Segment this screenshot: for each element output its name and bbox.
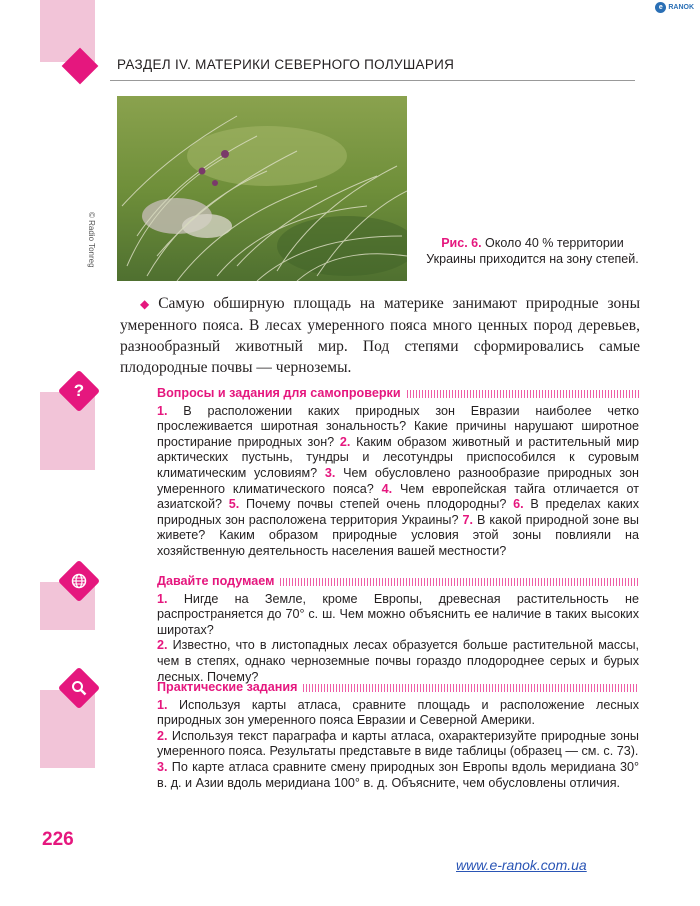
question-text: В какой природной зоне вы живете? Каким образом природные условия этой зоны повлияли на хозяйственную деятельность населения вашей местности? bbox=[157, 512, 639, 558]
question-mark-icon: ? bbox=[73, 381, 85, 400]
think-section bbox=[157, 574, 639, 685]
steppe-grass-photo bbox=[117, 96, 407, 281]
globe-icon bbox=[64, 566, 94, 596]
question-number: 7. bbox=[462, 512, 473, 527]
caption-text: Около 40 % территории Украины приходится на зону степей. bbox=[426, 236, 639, 266]
magnifier-icon bbox=[64, 673, 94, 703]
question-number: 4. bbox=[381, 481, 393, 496]
header-divider bbox=[110, 80, 635, 81]
item-text: Нигде на Земле, кроме Европы, древесная растительность не распространяется до 70° с. ш. Чем можно объяснить ее наличие в таких высоких широтах? bbox=[157, 591, 639, 637]
item-number: 2. bbox=[157, 728, 168, 743]
questions-title: Вопросы и задания для самопроверки bbox=[157, 386, 401, 400]
website-link[interactable]: www.e-ranok.com.ua bbox=[456, 857, 587, 873]
item-text: Используя карты атласа, сравните площадь и расположение лесных природных зон умеренного пояса Евразии и Северной Америки. bbox=[157, 697, 639, 728]
item-number: 2. bbox=[157, 638, 168, 653]
main-paragraph-text: Самую обширную площадь на материке занимают природные зоны умеренного пояса. В лесах умеренного пояса много ценных пород деревьев, разнообразный животный мир. Под степями сформировались самые плодородные почвы — черноземы. bbox=[120, 295, 640, 376]
practical-heading bbox=[157, 680, 639, 696]
item-text: Используя текст параграфа и карты атласа, охарактеризуйте природные зоны умеренного пояса. Результаты представьте в виде таблицы (образец — см. с. 73). bbox=[157, 728, 639, 759]
think-heading bbox=[157, 574, 639, 590]
questions-section bbox=[157, 386, 639, 560]
main-paragraph bbox=[120, 293, 640, 378]
practical-item bbox=[157, 729, 639, 760]
question-number: 3. bbox=[324, 465, 336, 480]
caption-label: Рис. 6. bbox=[441, 236, 482, 250]
section-header: РАЗДЕЛ IV. МАТЕРИКИ СЕВЕРНОГО ПОЛУШАРИЯ bbox=[117, 57, 455, 72]
item-number: 3. bbox=[157, 759, 168, 774]
question-text: Чем обусловлено разнообразие природных зон умеренного климатического пояса? bbox=[157, 465, 639, 496]
margin-block-top bbox=[40, 0, 95, 62]
practical-item bbox=[157, 760, 639, 791]
publisher-logo bbox=[655, 2, 694, 13]
think-item bbox=[157, 592, 639, 639]
think-title: Давайте подумаем bbox=[157, 574, 275, 588]
item-text: По карте атласа сравните смену природных зон Европы вдоль меридиана 30° в. д. и Азии вдоль меридиана 100° в. д. Объясните, чем обусловлены отличия. bbox=[157, 759, 639, 790]
item-number: 1. bbox=[157, 697, 168, 712]
questions-heading bbox=[157, 386, 639, 402]
heading-dotted-rule bbox=[407, 390, 639, 398]
question-text: Почему почвы степей очень плодородны? bbox=[239, 497, 514, 512]
question-number: 2. bbox=[339, 434, 351, 449]
question-text: В пределах каких природных зон расположена территория Украины? bbox=[157, 497, 639, 527]
question-text: Чем европейская тайга отличается от азиатской? bbox=[157, 481, 639, 512]
diamond-bullet-icon: ◆ bbox=[140, 297, 155, 311]
question-text: В расположении каких природных зон Евразии наиболее четко прослеживается широтная зональность? Какие причины нарушают широтное простирание природных зон? bbox=[157, 403, 639, 449]
practical-item bbox=[157, 698, 639, 729]
questions-body bbox=[157, 404, 639, 560]
think-item bbox=[157, 638, 639, 685]
item-text: Известно, что в листопадных лесах образуется больше растительной массы, чем в степях, однако черноземные почвы гораздо плодороднее серых и бурых лесных. Почему? bbox=[157, 638, 639, 684]
item-number: 1. bbox=[157, 591, 168, 606]
question-number: 1. bbox=[157, 403, 168, 418]
figure-caption bbox=[420, 235, 645, 267]
question-number: 6. bbox=[513, 497, 524, 512]
heading-dotted-rule bbox=[303, 684, 639, 692]
question-text: Каким образом животный и растительный мир арктических пустынь, тундры и лесотундры приспособился к суровым климатическим условиям? bbox=[157, 434, 640, 480]
photo-credit: © Radio Tonreg bbox=[87, 212, 96, 268]
page-number: 226 bbox=[42, 829, 74, 850]
logo-text: RANOK bbox=[668, 4, 694, 11]
heading-dotted-rule bbox=[280, 578, 639, 586]
logo-icon: e bbox=[655, 2, 666, 13]
question-number: 5. bbox=[228, 497, 240, 512]
practical-section bbox=[157, 680, 639, 791]
practical-title: Практические задания bbox=[157, 680, 298, 694]
